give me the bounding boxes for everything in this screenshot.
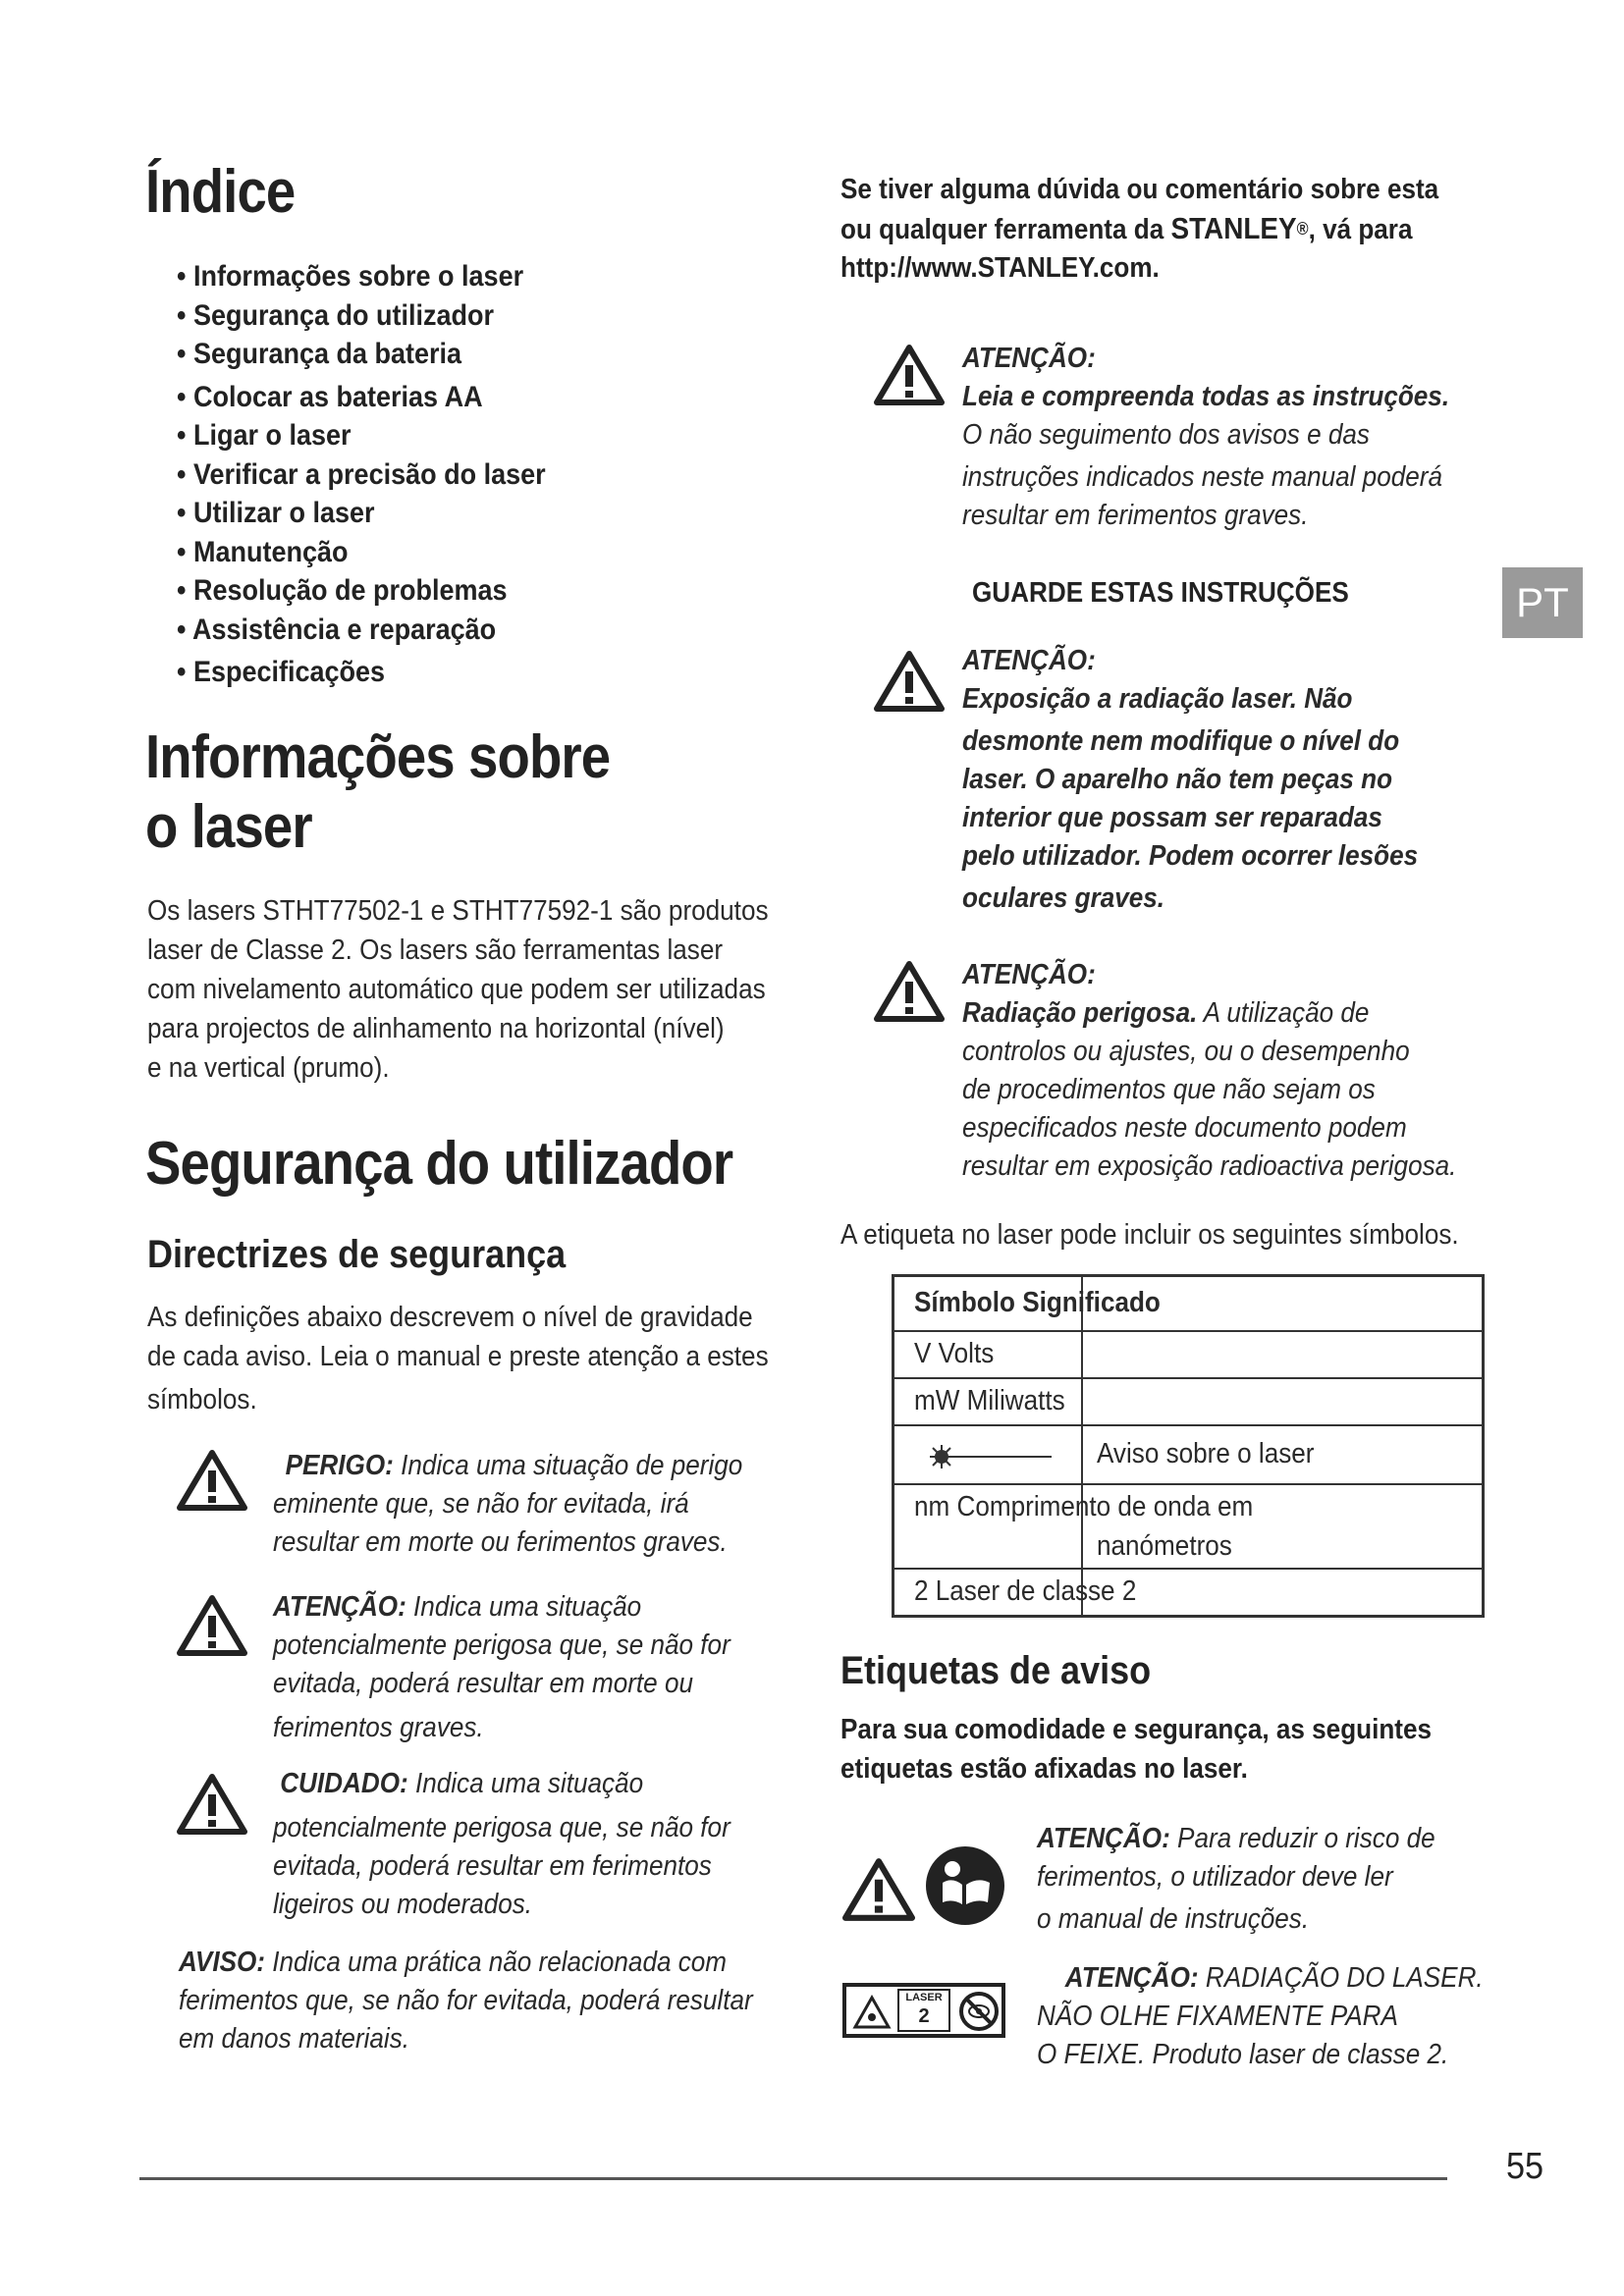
language-tab[interactable]: PT xyxy=(1502,567,1583,638)
warning-text: RADIAÇÃO DO LASER. xyxy=(1198,1962,1484,1994)
warning-triangle-icon xyxy=(874,344,945,406)
warning-triangle-icon xyxy=(177,1594,247,1657)
paragraph-line: etiquetas estão afixadas no laser. xyxy=(840,1753,1248,1785)
definition-text: ligeiros ou moderados. xyxy=(273,1889,533,1920)
notice-label: AVISO: xyxy=(179,1947,265,1978)
toc-item[interactable]: • Colocar as baterias AA xyxy=(177,378,546,417)
warning-triangle-icon xyxy=(842,1857,915,1922)
definition-text: Indica uma situação de perigo xyxy=(393,1450,743,1481)
warning-text: ferimentos, o utilizador deve ler xyxy=(1037,1861,1393,1893)
table-row xyxy=(894,1568,1482,1615)
warning-emphasis: desmonte nem modifique o nível do xyxy=(962,725,1400,757)
warning-text: NÃO OLHE FIXAMENTE PARA xyxy=(1037,2001,1398,2032)
warning-read-instructions xyxy=(962,340,1449,535)
laser-beam-icon xyxy=(918,1444,1056,1469)
table-row xyxy=(894,1330,1482,1377)
toc-item[interactable]: • Ligar o laser xyxy=(177,416,546,455)
warning-text: controlos ou ajustes, ou o desempenho xyxy=(962,1036,1410,1067)
paragraph-line: de cada aviso. Leia o manual e preste atenção a estes xyxy=(147,1341,769,1372)
table-of-contents xyxy=(177,257,586,692)
warning-labels-intro xyxy=(840,1710,1432,1789)
table-cell: mW Miliwatts xyxy=(914,1385,1065,1416)
paragraph-line: símbolos. xyxy=(147,1384,257,1415)
warning-text: o manual de instruções. xyxy=(1037,1903,1310,1935)
warning-text: de procedimentos que não sejam os xyxy=(962,1074,1376,1105)
index-title: Índice xyxy=(145,158,296,226)
warning-triangle-icon xyxy=(177,1773,247,1836)
warning-definition xyxy=(273,1588,731,1747)
warning-triangle-icon xyxy=(874,650,945,713)
definition-text: evitada, poderá resultar em ferimentos xyxy=(273,1850,712,1882)
laser-info-body xyxy=(147,891,769,1088)
toc-item[interactable]: • Informações sobre o laser xyxy=(177,257,546,296)
warning-title: ATENÇÃO: xyxy=(962,645,1096,676)
definition-text: em danos materiais. xyxy=(179,2023,410,2055)
badge-class-number: 2 xyxy=(918,2005,930,2027)
warning-text: instruções indicados neste manual poderá xyxy=(962,461,1442,493)
caution-definition xyxy=(273,1765,731,1924)
warning-triangle-icon xyxy=(874,960,945,1023)
warning-emphasis: Radiação perigosa. xyxy=(962,997,1198,1029)
laser-info-title-line-1: Informações sobre xyxy=(145,723,611,791)
table-cell: 2 Laser de classe 2 xyxy=(914,1575,1137,1607)
paragraph-line: com nivelamento automático que podem ser utilizadas xyxy=(147,974,766,1005)
paragraph-line: para projectos de alinhamento na horizontal (nível) xyxy=(147,1013,725,1044)
brand-name: STANLEY xyxy=(1170,211,1297,245)
definition-text: Indica uma prática não relacionada com xyxy=(264,1947,728,1978)
danger-label: PERIGO: xyxy=(285,1450,394,1481)
table-cell: V Volts xyxy=(914,1338,995,1369)
toc-item[interactable]: • Utilizar o laser xyxy=(177,494,546,533)
laser-info-title-line-2: o laser xyxy=(145,793,312,862)
definition-text: evitada, poderá resultar em morte ou xyxy=(273,1668,693,1699)
definition-text: potencialmente perigosa que, se não for xyxy=(273,1629,731,1661)
paragraph-line: , vá para xyxy=(1308,214,1413,245)
definition-text: resultar em morte ou ferimentos graves. xyxy=(273,1526,728,1558)
toc-item[interactable]: • Especificações xyxy=(177,653,546,692)
laser-info-title xyxy=(145,722,610,863)
warning-laser-exposure xyxy=(962,642,1418,918)
caution-label: CUIDADO: xyxy=(280,1768,408,1799)
toc-item[interactable]: • Segurança do utilizador xyxy=(177,296,546,336)
definition-text: potencialmente perigosa que, se não for xyxy=(273,1812,731,1843)
contact-paragraph xyxy=(840,171,1438,288)
warning-labels-title: Etiquetas de aviso xyxy=(840,1649,1152,1692)
guidelines-body xyxy=(147,1298,769,1419)
warning-text: resultar em ferimentos graves. xyxy=(962,500,1309,531)
paragraph-line: Se tiver alguma dúvida ou comentário sobre esta xyxy=(840,174,1439,205)
label-laser-radiation-text xyxy=(1037,1959,1484,2074)
table-header-row xyxy=(894,1277,1482,1330)
warning-text: A utilização de xyxy=(1197,997,1370,1029)
registered-mark: ® xyxy=(1296,219,1309,239)
warning-title: ATENÇÃO: xyxy=(962,959,1096,990)
warning-text: resultar em exposição radioactiva perigosa. xyxy=(962,1150,1457,1182)
warning-text: Para reduzir o risco de xyxy=(1169,1823,1435,1854)
toc-item[interactable]: • Assistência e reparação xyxy=(177,611,546,650)
table-row xyxy=(894,1424,1482,1483)
read-manual-icon xyxy=(923,1843,1007,1928)
laser-warning-icon xyxy=(852,1995,892,2030)
warning-emphasis: oculares graves. xyxy=(962,882,1165,914)
definition-text: eminente que, se não for evitada, irá xyxy=(273,1488,689,1520)
footer-divider xyxy=(139,2177,1447,2180)
warning-label: ATENÇÃO: xyxy=(273,1591,406,1623)
paragraph-line: e na vertical (prumo). xyxy=(147,1052,390,1084)
definition-text: ferimentos graves. xyxy=(273,1712,484,1743)
table-cell: Aviso sobre o laser xyxy=(1097,1438,1315,1469)
toc-item[interactable]: • Verificar a precisão do laser xyxy=(177,455,546,495)
warning-emphasis: Exposição a radiação laser. Não xyxy=(962,683,1353,715)
notice-definition xyxy=(179,1944,753,2058)
warning-hazardous-radiation xyxy=(962,956,1456,1186)
keep-instructions: GUARDE ESTAS INSTRUÇÕES xyxy=(972,577,1349,609)
definition-text: Indica uma situação xyxy=(407,1768,644,1799)
warning-emphasis: interior que possam ser reparadas xyxy=(962,802,1382,833)
definition-text: ferimentos que, se não for evitada, poderá resultar xyxy=(179,1985,753,2016)
guidelines-title: Directrizes de segurança xyxy=(147,1233,567,1276)
warning-emphasis: Leia e compreenda todas as instruções. xyxy=(962,381,1450,412)
label-intro: A etiqueta no laser pode incluir os seguintes símbolos. xyxy=(840,1219,1459,1251)
warning-title: ATENÇÃO: xyxy=(962,343,1096,374)
no-stare-icon xyxy=(958,1991,1000,2032)
warning-text: O FEIXE. Produto laser de classe 2. xyxy=(1037,2039,1449,2070)
warning-text: especificados neste documento podem xyxy=(962,1112,1407,1144)
warning-text: O não seguimento dos avisos e das xyxy=(962,419,1370,451)
website-link[interactable]: http://www.STANLEY.com. xyxy=(840,252,1160,284)
paragraph-line: Os lasers STHT77502-1 e STHT77592-1 são produtos xyxy=(147,895,769,927)
badge-top-text: LASER xyxy=(905,1992,943,2003)
paragraph-line: ou qualquer ferramenta da xyxy=(840,214,1171,245)
toc-item[interactable]: • Resolução de problemas xyxy=(177,571,546,611)
symbols-table xyxy=(892,1274,1485,1618)
page-number: 55 xyxy=(1506,2146,1544,2187)
table-cell: nanómetros xyxy=(1097,1530,1232,1562)
warning-emphasis: pelo utilizador. Podem ocorrer lesões xyxy=(962,840,1419,872)
paragraph-line: As definições abaixo descrevem o nível de gravidade xyxy=(147,1302,753,1333)
label-read-manual-text xyxy=(1037,1820,1435,1939)
laser-class-badge xyxy=(897,1989,950,2032)
table-row xyxy=(894,1377,1482,1424)
warning-emphasis: laser. O aparelho não tem peças no xyxy=(962,764,1393,795)
user-safety-title: Segurança do utilizador xyxy=(145,1130,733,1198)
toc-item[interactable]: • Manutenção xyxy=(177,533,546,572)
laser-class-label-icon xyxy=(842,1983,1005,2038)
danger-definition xyxy=(273,1447,742,1562)
paragraph-line: Para sua comodidade e segurança, as seguintes xyxy=(840,1714,1433,1745)
paragraph-line: laser de Classe 2. Os lasers são ferramentas laser xyxy=(147,934,724,966)
table-header: Símbolo Significado xyxy=(914,1287,1161,1318)
table-cell: nm Comprimento de onda em xyxy=(914,1491,1254,1522)
warning-title: ATENÇÃO: xyxy=(1064,1962,1199,1994)
warning-triangle-icon xyxy=(177,1449,247,1512)
definition-text: Indica uma situação xyxy=(406,1591,642,1623)
toc-item[interactable]: • Segurança da bateria xyxy=(177,335,546,374)
warning-title: ATENÇÃO: xyxy=(1037,1823,1170,1854)
table-row xyxy=(894,1483,1482,1568)
